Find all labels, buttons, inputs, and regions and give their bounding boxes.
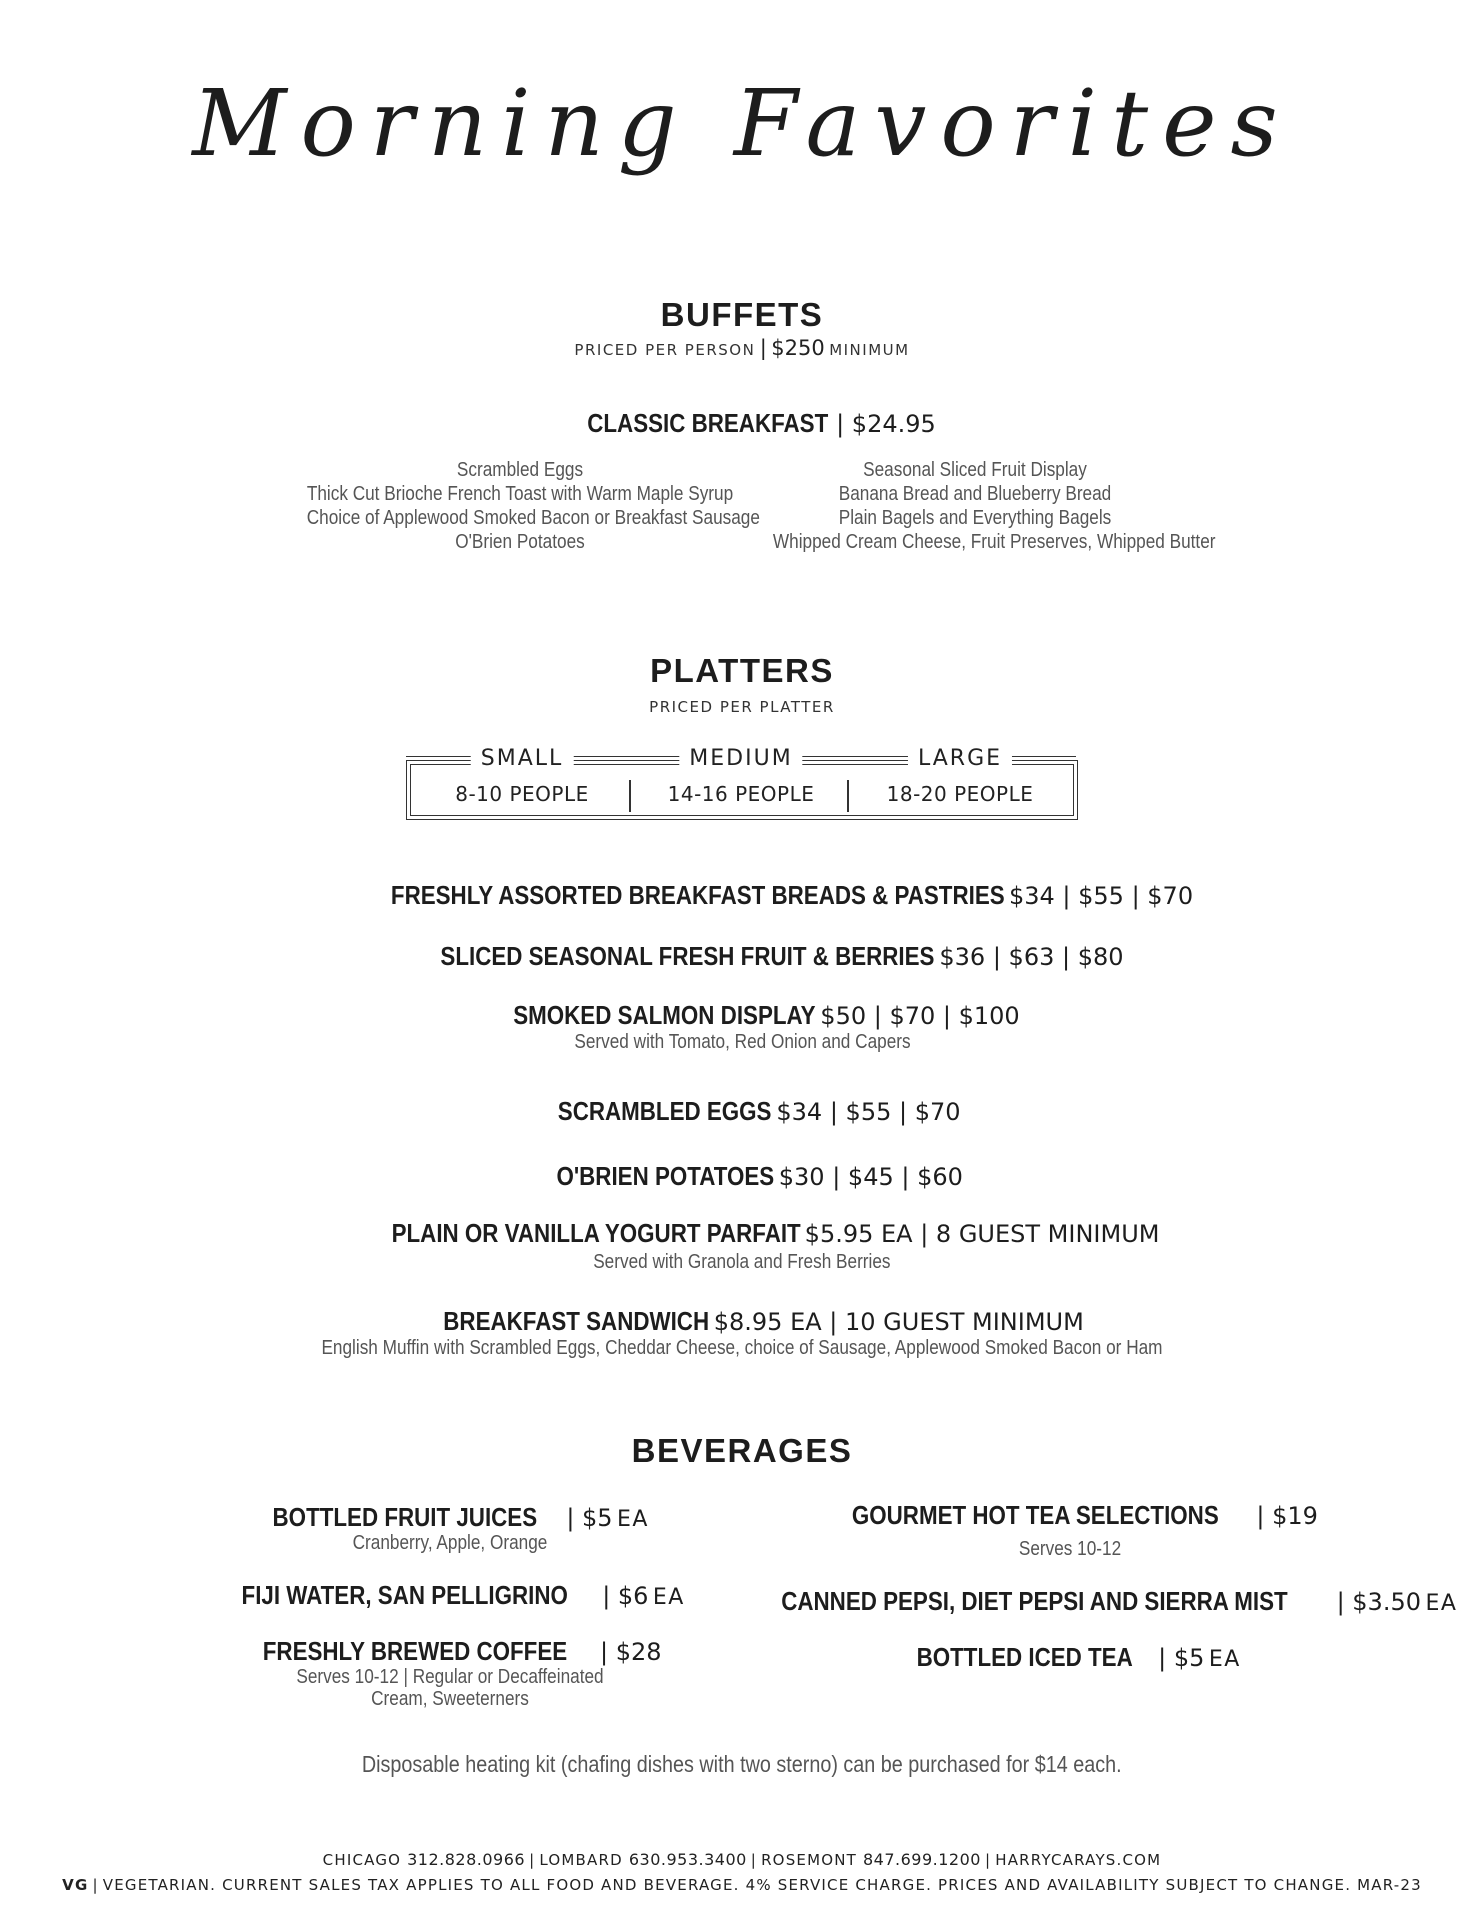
item-name: CLASSIC BREAKFAST [587,408,829,438]
beverage-item [740,1500,1400,1561]
classic-breakfast-left-list [272,458,768,554]
item-name: BOTTLED ICED TEA [916,1642,1133,1672]
item-name: SMOKED SALMON DISPLAY [513,1000,816,1030]
list-item: Plain Bagels and Everything Bagels [838,507,1112,529]
item-name: PLAIN OR VANILLA YOGURT PARFAIT [391,1218,801,1248]
item-description: Serves 10-12 | Regular or Decaffeinated [296,1666,604,1688]
item-name: SCRAMBLED EGGS [558,1096,772,1126]
list-item: Choice of Applewood Smoked Bacon or Breakfast Sausage [306,507,760,529]
column-divider [847,780,849,812]
location-phone: 847.699.1200 [863,1850,981,1869]
item-description-row [0,1250,1484,1274]
classic-breakfast-right-list [740,458,1216,554]
item-description: Cream, Sweeterners [371,1688,529,1710]
divider: | [594,1582,618,1610]
location-phone: 630.953.3400 [628,1850,747,1869]
item-price: $34 | $55 | $70 [1008,882,1194,910]
item-price: $30 | $45 | $60 [778,1163,963,1191]
column-divider [629,780,631,812]
divider: | [828,410,852,438]
item-unit: EA [1425,1591,1458,1616]
list-item: Seasonal Sliced Fruit Display [863,459,1087,481]
item-price: $3.50 [1352,1588,1421,1616]
item-price: $5.95 EA | 8 GUEST MINIMUM [804,1220,1160,1248]
item-price: $6 [617,1582,649,1610]
location-phone: 312.828.0966 [407,1850,526,1869]
beverage-item [740,1642,1400,1673]
list-item: Banana Bread and Blueberry Bread [838,483,1112,505]
item-unit: EA [1208,1647,1241,1672]
footer-locations: CHICAGO 312.828.0966 | LOMBARD 630.953.3400 | ROSEMONT 847.699.1200 | HARRYCARAYS.COM [322,1850,1162,1869]
location-city: ROSEMONT [761,1851,858,1869]
beverage-item [160,1502,740,1555]
item-description: Served with Tomato, Red Onion and Capers [573,1031,911,1053]
footer-disclaimer: VG | VEGETARIAN. CURRENT SALES TAX APPLIES TO ALL FOOD AND BEVERAGE. 4% SERVICE CHARGE. PRICES AND AVAILABILITY SUBJECT TO CHANGE. MAR-23 [62,1876,1422,1894]
size-small-people: 8-10 PEOPLE [455,782,589,806]
location-city: LOMBARD [539,1851,623,1869]
item-name: BREAKFAST SANDWICH [443,1306,710,1336]
platters-subheading: PRICED PER PLATTER [649,698,835,716]
item-name: GOURMET HOT TEA SELECTIONS [851,1500,1219,1530]
item-description-row [0,1030,1484,1054]
buffets-min-price: $250 [771,336,825,360]
divider: | [1328,1588,1353,1616]
page-title: Morning Favorites [192,70,1292,177]
heating-kit-note: Disposable heating kit (chafing dishes with two sterno) can be purchased for $14 each. [362,1751,1122,1777]
buffets-sub-pre: PRICED PER PERSON [574,341,756,359]
beverage-item [160,1636,740,1711]
item-unit: EA [617,1507,649,1532]
location-city: CHICAGO [322,1851,402,1869]
platter-size-table [406,746,1082,808]
item-description: English Muffin with Scrambled Eggs, Cheddar Cheese, choice of Sausage, Applewood Smoked Bacon or Ham [321,1337,1163,1359]
item-description: Serves 10-12 [1018,1538,1122,1560]
buffets-sub-post: MINIMUM [829,341,910,359]
list-item: Scrambled Eggs [456,459,584,481]
item-price: $28 [615,1638,662,1666]
item-name: FRESHLY BREWED COFFEE [263,1636,568,1666]
heating-note-row [0,1752,1484,1777]
list-item: Whipped Cream Cheese, Fruit Preserves, Whipped Butter [772,531,1216,553]
item-name: CANNED PEPSI, DIET PEPSI AND SIERRA MIST [781,1586,1288,1616]
size-small-label: SMALL [471,746,574,771]
classic-breakfast-title [0,408,1484,439]
list-item: O'Brien Potatoes [455,531,585,553]
item-name: FRESHLY ASSORTED BREAKFAST BREADS & PASTRIES [390,880,1005,910]
item-description: Served with Granola and Fresh Berries [593,1251,891,1273]
size-large-people: 18-20 PEOPLE [886,782,1034,806]
platter-item [0,1218,1484,1249]
platters-heading: PLATTERS [650,652,834,689]
divider: | [759,336,767,360]
item-price: $24.95 [851,410,936,438]
item-name: O'BRIEN POTATOES [556,1161,775,1191]
divider: | [1150,1644,1174,1672]
vegetarian-code: VG [62,1876,89,1894]
size-medium-label: MEDIUM [679,746,802,771]
item-unit: EA [652,1585,685,1610]
item-description: Cranberry, Apple, Orange [352,1532,548,1554]
item-name: BOTTLED FRUIT JUICES [272,1502,538,1532]
platter-item [0,1161,1484,1192]
divider: | [592,1638,616,1666]
beverage-item [160,1580,740,1611]
item-price: $8.95 EA | 10 GUEST MINIMUM [713,1308,1084,1336]
buffets-heading: BUFFETS [660,296,824,333]
platter-item [0,1096,1484,1127]
size-medium-people: 14-16 PEOPLE [667,782,815,806]
size-large-label: LARGE [908,746,1012,771]
disclaimer-text: VEGETARIAN. CURRENT SALES TAX APPLIES TO ALL FOOD AND BEVERAGE. 4% SERVICE CHARGE. PRICES AND AVAILABILITY SUBJECT TO CHANGE. MAR-23 [102,1876,1422,1894]
beverages-heading: BEVERAGES [631,1432,853,1469]
item-price: $5 [582,1504,613,1532]
item-name: SLICED SEASONAL FRESH FRUIT & BERRIES [440,941,935,971]
platter-item [0,941,1484,972]
item-description-row [0,1336,1484,1360]
item-name: FIJI WATER, SAN PELLIGRINO [241,1580,569,1610]
platter-item [0,1000,1484,1031]
item-price: $5 [1173,1644,1205,1672]
list-item: Thick Cut Brioche French Toast with Warm Maple Syrup [306,483,734,505]
item-price: $36 | $63 | $80 [939,943,1124,971]
divider: | [558,1504,583,1532]
buffets-subheading [0,336,1484,360]
platter-item [0,880,1484,911]
platter-item [0,1306,1484,1337]
website-link[interactable]: HARRYCARAYS.COM [995,1851,1162,1869]
item-price: $19 [1272,1502,1318,1530]
divider: | [1248,1502,1273,1530]
item-price: $34 | $55 | $70 [776,1098,961,1126]
item-price: $50 | $70 | $100 [820,1002,1020,1030]
beverage-item [740,1586,1458,1617]
